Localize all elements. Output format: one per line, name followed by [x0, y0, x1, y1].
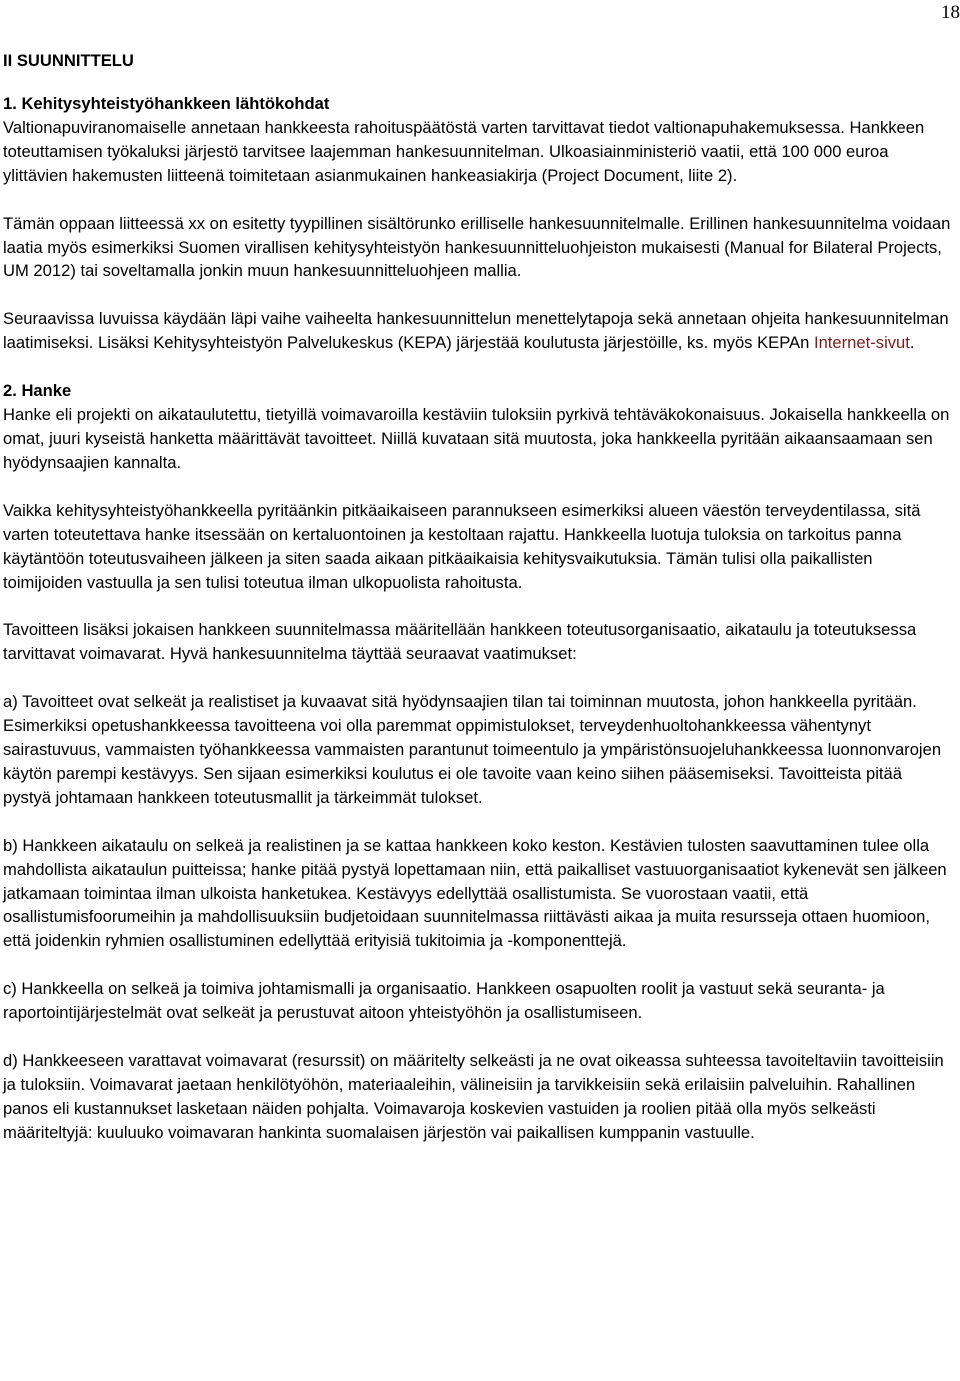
- section-1-paragraph-2: Tämän oppaan liitteessä xx on esitetty tyypillinen sisältörunko erilliselle hankesuunnitelmalle. Erillinen hankesuunnitelma voidaan laatia myös esimerkiksi Suomen virallisen kehitysyhteistyön hankesuunnitteluohjeiston mukaisesti (Manual for Bilateral Projects, UM 2012) tai soveltamalla jonkin muun hankesuunnitteluohjeen mallia.: [3, 213, 951, 281]
- section-1-title: 1. Kehitysyhteistyöhankkeen lähtökohdat: [3, 94, 330, 113]
- internet-sivut-link[interactable]: Internet-sivut: [813, 333, 910, 353]
- chapter-title: II SUUNNITTELU: [3, 51, 134, 70]
- section-1-paragraph-3: [3, 307, 953, 355]
- section-1: [3, 92, 953, 355]
- section-2-paragraph-3: Tavoitteen lisäksi jokaisen hankkeen suunnitelmassa määritellään hankkeen toteutusorganisaatio, aikataulu ja toteutuksessa tarvittavat voimavarat. Hyvä hankesuunnitelma täyttää seuraavat vaatimukset:: [3, 620, 917, 664]
- section-2-title: 2. Hanke: [3, 381, 72, 401]
- section-2-paragraph-2: Vaikka kehitysyhteistyöhankkeella pyritäänkin pitkäaikaiseen parannukseen esimerkiksi alueen väestön terveydentilassa, sitä varten toteutettava hanke itsessään on kertaluontoinen ja kestoltaan rajattu. Hankkeella luotuja tuloksia on tarkoitus panna käytäntöön toteutusvaiheen jälkeen ja siten saada aikaan pitkäaikaisia kehitysvaikutuksia. Tämän tulisi olla paikallisten toimijoiden vastuulla ja sen tulisi toteutua ilman ulkopuolista rahoitusta.: [3, 500, 921, 592]
- requirement-item-a: a) Tavoitteet ovat selkeät ja realistiset ja kuvaavat sitä hyödynsaajien tilan tai toiminnan muutosta, johon hankkeella pyritään. Esimerkiksi opetushankkeessa tavoitteena voi olla paremmat oppimistulokset, terveydenhuoltohankkeessa vähentynyt sairastuvuus, vammaisten työhankkeessa vammaisten parantunut toimeentulo ja ympäristönsuojeluhankkeessa luonnonvarojen käytön parempi kestävyys. Sen sijaan esimerkiksi koulutus ei ole tavoite vaan keino siihen pääsemiseksi. Tavoitteista pitää pystyä johtamaan hankkeen toteutusmallit ja tärkeimmät tulokset.: [3, 692, 942, 807]
- requirement-item-c: c) Hankkeella on selkeä ja toimiva johtamismalli ja organisaatio. Hankkeen osapuolten roolit ja vastuut sekä seuranta- ja raportointijärjestelmät ovat selkeät ja perustuvat aitoon yhteistyöhön ja osallistumiseen.: [3, 979, 885, 1023]
- section-2: [3, 379, 953, 1145]
- section-1-paragraph-1: Valtionapuviranomaiselle annetaan hankkeesta rahoituspäätöstä varten tarvittavat tiedot valtionapuhakemuksessa. Hankkeen toteuttamisen työkaluksi järjestö tarvitsee laajemman hankesuunnitelman. Ulkoasiainministeriö vaatii, että 100 000 euroa ylittävien hakemusten liitteenä toimitetaan asianmukainen hankeasiakirja (Project Document, liite 2).: [3, 117, 925, 185]
- requirement-item-d: d) Hankkeeseen varattavat voimavarat (resurssit) on määritelty selkeästi ja ne ovat oikeassa suhteessa tavoiteltaviin tavoitteisiin ja tuloksiin. Voimavarat jaetaan henkilötyöhön, materiaaleihin, välineisiin ja tarvikkeisiin sekä erilaisiin palveluihin. Rahallinen panos eli kustannukset lasketaan näiden pohjalta. Voimavaroja koskevien vastuiden ja roolien pitää olla myös selkeästi määriteltyjä: kuuluuko voimavaran hankinta suomalaisen järjestön vai paikallisen kumppanin vastuulle.: [3, 1051, 944, 1142]
- section-2-paragraph-1: Hanke eli projekti on aikataulutettu, tietyillä voimavaroilla kestäviin tuloksiin pyrkivä tehtäväkokonaisuus. Jokaisella hankkeella on omat, juuri kyseistä hanketta määrittävät tavoitteet. Niillä kuvataan sitä muutosta, joka hankkeella pyritään aikaansaamaan sen hyödynsaajien kannalta.: [3, 405, 950, 472]
- document-body: [3, 49, 953, 1145]
- section-1-paragraph-3-text: Seuraavissa luvuissa käydään läpi vaihe vaiheelta hankesuunnittelun menettelytapoja sekä annetaan ohjeita hankesuunnitelman laatimiseksi. Lisäksi Kehitysyhteistyön Palvelukeskus (KEPA) järjestää koulutusta järjestöille, ks. myös KEPAn: [3, 309, 949, 353]
- section-1-paragraph-3-end: .: [909, 333, 915, 353]
- page-number: 18: [941, 2, 960, 23]
- requirement-item-b: b) Hankkeen aikataulu on selkeä ja realistinen ja se kattaa hankkeen koko keston. Kestävien tulosten saavuttaminen tulee olla mahdollista aikataulun puitteissa; hanke pitää pystyä lopettamaan niin, että paikalliset vastuuorganisaatiot kykenevät sen jälkeen jatkamaan toimintaa ilman ulkoista hanketukea. Kestävyys edellyttää osallistumista. Se vuorostaan vaatii, että osallistumisfoorumeihin ja mahdollisuuksiin budjetoidaan suunnitelmassa riittävästi aikaa ja muita resursseja ottaen huomioon, että joidenkin ryhmien osallistuminen edellyttää erityisiä tukitoimia ja -komponenttejä.: [3, 835, 947, 951]
